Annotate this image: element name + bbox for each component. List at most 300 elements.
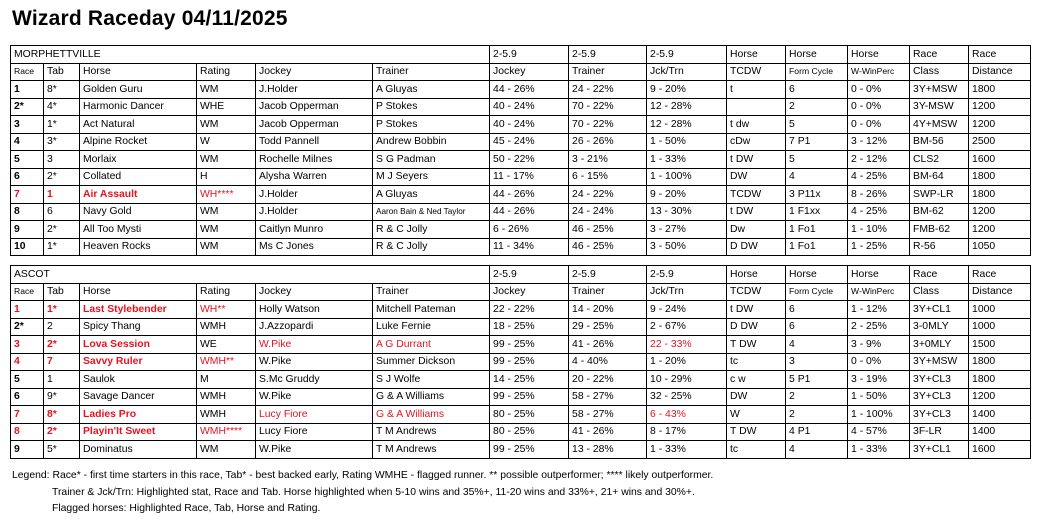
table-cell: A G Durrant — [373, 336, 490, 354]
table-cell: 2* — [11, 318, 44, 336]
table-row — [11, 81, 1031, 99]
column-header: W-WinPerc — [848, 63, 910, 81]
table-cell: t — [727, 81, 786, 99]
column-header: TCDW — [727, 283, 786, 301]
header-top-cell: 2-5.9 — [490, 266, 569, 284]
table-cell: t dw — [727, 116, 786, 134]
table-cell: W.Pike — [256, 353, 373, 371]
table-cell: 0 - 0% — [848, 98, 910, 116]
table-cell: 3Y+CL1 — [910, 301, 969, 319]
table-cell: 18 - 25% — [490, 318, 569, 336]
table-cell: BM-56 — [910, 133, 969, 151]
table-cell: WM — [197, 203, 256, 221]
table-cell: 24 - 22% — [569, 81, 647, 99]
table-cell: WM — [197, 116, 256, 134]
table-cell: 2 — [786, 388, 848, 406]
table-cell: 4* — [44, 98, 80, 116]
column-header: Jockey — [490, 283, 569, 301]
table-cell: WM — [197, 221, 256, 239]
table-cell: 3Y-MSW — [910, 98, 969, 116]
table-cell: 22 - 33% — [647, 336, 727, 354]
table-cell: Spicy Thang — [80, 318, 197, 336]
header-top-cell: Race — [910, 266, 969, 284]
table-row — [11, 301, 1031, 319]
table-cell: 3 — [11, 336, 44, 354]
table-cell: TCDW — [727, 186, 786, 204]
table-cell: 1 - 100% — [647, 168, 727, 186]
table-cell: 3 P11x — [786, 186, 848, 204]
column-header: Form Cycle — [786, 283, 848, 301]
table-cell: Mitchell Pateman — [373, 301, 490, 319]
venue-name: MORPHETTVILLE — [11, 46, 490, 64]
table-cell: 6 - 43% — [647, 406, 727, 424]
table-cell: 41 - 26% — [569, 423, 647, 441]
table-cell: G & A Williams — [373, 388, 490, 406]
table-cell: Ms C Jones — [256, 238, 373, 256]
venue-header-row — [11, 266, 1031, 284]
table-cell: 99 - 25% — [490, 441, 569, 459]
table-cell: 5 P1 — [786, 371, 848, 389]
table-cell: 1 - 33% — [848, 441, 910, 459]
table-cell: Jacob Opperman — [256, 116, 373, 134]
table-cell: 5 — [11, 151, 44, 169]
table-cell: 1200 — [969, 203, 1031, 221]
table-cell: Dominatus — [80, 441, 197, 459]
table-row — [11, 151, 1031, 169]
table-cell: 1400 — [969, 406, 1031, 424]
column-header: Class — [910, 63, 969, 81]
table-cell: Saulok — [80, 371, 197, 389]
table-cell: 6 — [11, 388, 44, 406]
table-cell: 1 F1xx — [786, 203, 848, 221]
table-cell: Lucy Fiore — [256, 406, 373, 424]
table-cell: 1 - 100% — [848, 406, 910, 424]
table-cell: S.Mc Gruddy — [256, 371, 373, 389]
table-cell: 4 — [786, 168, 848, 186]
table-cell: 3 - 21% — [569, 151, 647, 169]
table-cell: 1* — [44, 301, 80, 319]
table-cell: 3 - 50% — [647, 238, 727, 256]
table-cell: 3 - 12% — [848, 133, 910, 151]
table-cell: 0 - 0% — [848, 116, 910, 134]
table-cell: 2 - 67% — [647, 318, 727, 336]
table-cell: 70 - 22% — [569, 98, 647, 116]
table-row — [11, 441, 1031, 459]
table-row — [11, 133, 1031, 151]
table-cell: 5 — [786, 151, 848, 169]
column-header-row — [11, 283, 1031, 301]
table-cell: 2* — [44, 168, 80, 186]
table-cell: 10 — [11, 238, 44, 256]
table-cell: Aaron Bain & Ned Taylor — [373, 203, 490, 221]
table-cell: 1 - 33% — [647, 441, 727, 459]
table-cell: 9* — [44, 388, 80, 406]
table-cell: Harmonic Dancer — [80, 98, 197, 116]
table-cell: S J Wolfe — [373, 371, 490, 389]
table-cell: 1* — [44, 238, 80, 256]
table-cell: 2* — [44, 221, 80, 239]
table-cell: 12 - 28% — [647, 116, 727, 134]
table-cell: 3Y+CL3 — [910, 388, 969, 406]
table-cell: Luke Fernie — [373, 318, 490, 336]
table-cell: 58 - 27% — [569, 406, 647, 424]
table-cell: 4 — [11, 353, 44, 371]
table-cell: Savvy Ruler — [80, 353, 197, 371]
table-cell: 6 - 26% — [490, 221, 569, 239]
table-cell: D DW — [727, 238, 786, 256]
table-cell: WMH — [197, 388, 256, 406]
table-cell: 3+0MLY — [910, 336, 969, 354]
table-cell: 2* — [44, 336, 80, 354]
column-header-row — [11, 63, 1031, 81]
table-cell: 46 - 25% — [569, 238, 647, 256]
table-cell: 44 - 26% — [490, 186, 569, 204]
table-cell: J.Holder — [256, 186, 373, 204]
table-cell: 10 - 29% — [647, 371, 727, 389]
table-cell: 46 - 25% — [569, 221, 647, 239]
table-cell: 1 — [44, 186, 80, 204]
table-cell: 58 - 27% — [569, 388, 647, 406]
table-cell: 20 - 22% — [569, 371, 647, 389]
table-cell: 1800 — [969, 186, 1031, 204]
table-cell: Golden Guru — [80, 81, 197, 99]
table-cell: T DW — [727, 336, 786, 354]
table-cell: 26 - 26% — [569, 133, 647, 151]
table-cell: 1 - 10% — [848, 221, 910, 239]
table-cell: 4 P1 — [786, 423, 848, 441]
table-cell: W.Pike — [256, 336, 373, 354]
table-cell: tc — [727, 353, 786, 371]
meeting-table-morphettville — [10, 45, 1031, 256]
table-row — [11, 353, 1031, 371]
table-cell: R & C Jolly — [373, 221, 490, 239]
table-cell: 6 - 15% — [569, 168, 647, 186]
column-header: Jck/Trn — [647, 283, 727, 301]
table-cell: 80 - 25% — [490, 423, 569, 441]
table-cell: Collated — [80, 168, 197, 186]
table-cell: 11 - 34% — [490, 238, 569, 256]
table-cell: 6 — [44, 203, 80, 221]
table-cell: 1 Fo1 — [786, 238, 848, 256]
table-cell: WMH**** — [197, 423, 256, 441]
table-cell: 12 - 28% — [647, 98, 727, 116]
table-cell: 3 - 27% — [647, 221, 727, 239]
table-cell: 1200 — [969, 116, 1031, 134]
column-header: TCDW — [727, 63, 786, 81]
venue-name: ASCOT — [11, 266, 490, 284]
table-cell: All Too Mysti — [80, 221, 197, 239]
table-cell: 4 — [786, 336, 848, 354]
header-top-cell: Horse — [848, 46, 910, 64]
table-cell: A Gluyas — [373, 186, 490, 204]
table-cell: Navy Gold — [80, 203, 197, 221]
table-row — [11, 318, 1031, 336]
column-header: Form Cycle — [786, 63, 848, 81]
table-cell: Summer Dickson — [373, 353, 490, 371]
table-cell: Alpine Rocket — [80, 133, 197, 151]
table-cell: Playin'It Sweet — [80, 423, 197, 441]
table-cell: Holly Watson — [256, 301, 373, 319]
table-cell: 1 — [11, 301, 44, 319]
table-row — [11, 423, 1031, 441]
table-cell: 0 - 0% — [848, 81, 910, 99]
table-cell: 2* — [11, 98, 44, 116]
header-top-cell: Race — [910, 46, 969, 64]
table-cell: 1 - 50% — [848, 388, 910, 406]
table-cell: 9 - 24% — [647, 301, 727, 319]
table-cell: WE — [197, 336, 256, 354]
table-cell: 3Y+CL1 — [910, 441, 969, 459]
table-cell: 8 - 26% — [848, 186, 910, 204]
table-cell: 8* — [44, 81, 80, 99]
table-cell: Todd Pannell — [256, 133, 373, 151]
table-cell: 1600 — [969, 441, 1031, 459]
table-cell: T DW — [727, 423, 786, 441]
table-cell: Heaven Rocks — [80, 238, 197, 256]
table-cell: cDw — [727, 133, 786, 151]
page-title: Wizard Raceday 04/11/2025 — [12, 7, 288, 30]
table-cell: 9 — [11, 441, 44, 459]
table-row — [11, 221, 1031, 239]
table-cell: P Stokes — [373, 116, 490, 134]
table-cell: Alysha Warren — [256, 168, 373, 186]
table-cell: 9 - 20% — [647, 186, 727, 204]
header-top-cell: Horse — [786, 266, 848, 284]
column-header: Rating — [197, 63, 256, 81]
table-cell: M J Seyers — [373, 168, 490, 186]
column-header: Trainer — [569, 63, 647, 81]
table-cell: 40 - 24% — [490, 116, 569, 134]
table-row — [11, 336, 1031, 354]
table-cell: 6 — [786, 301, 848, 319]
table-cell: 5 — [786, 116, 848, 134]
table-cell: W — [727, 406, 786, 424]
table-row — [11, 371, 1031, 389]
table-cell: 3Y+MSW — [910, 353, 969, 371]
table-cell: T M Andrews — [373, 441, 490, 459]
venue-header-row — [11, 46, 1031, 64]
column-header: Jockey — [256, 63, 373, 81]
table-cell: 70 - 22% — [569, 116, 647, 134]
table-cell: D DW — [727, 318, 786, 336]
table-cell: 1 Fo1 — [786, 221, 848, 239]
table-cell: 4 — [11, 133, 44, 151]
table-cell: 3 - 19% — [848, 371, 910, 389]
table-cell: 3-0MLY — [910, 318, 969, 336]
table-cell: 14 - 20% — [569, 301, 647, 319]
table-cell: 1800 — [969, 168, 1031, 186]
table-cell: t DW — [727, 301, 786, 319]
table-cell: BM-64 — [910, 168, 969, 186]
legend-line-1: Legend: Race* - first time starters in this race, Tab* - best backed early, Rating WMHE - flagged runner. ** possible outperformer; **** likely outperformer. — [12, 470, 714, 481]
table-cell: DW — [727, 168, 786, 186]
table-cell: S G Padman — [373, 151, 490, 169]
table-cell: 8 — [11, 203, 44, 221]
table-cell: 1* — [44, 116, 80, 134]
table-cell: 99 - 25% — [490, 353, 569, 371]
column-header: Horse — [80, 63, 197, 81]
table-cell: 99 - 25% — [490, 388, 569, 406]
table-cell: 1 - 50% — [647, 133, 727, 151]
column-header: Race — [11, 283, 44, 301]
table-row — [11, 238, 1031, 256]
table-cell: DW — [727, 388, 786, 406]
table-cell: 9 — [11, 221, 44, 239]
table-cell: 2 — [786, 406, 848, 424]
table-cell: Lucy Fiore — [256, 423, 373, 441]
table-cell: 4 - 25% — [848, 168, 910, 186]
table-cell: T M Andrews — [373, 423, 490, 441]
table-cell: R & C Jolly — [373, 238, 490, 256]
table-cell: 3Y+CL3 — [910, 371, 969, 389]
column-header: Class — [910, 283, 969, 301]
table-cell: 29 - 25% — [569, 318, 647, 336]
column-header: Race — [11, 63, 44, 81]
table-cell: 3* — [44, 133, 80, 151]
table-cell: 1 — [44, 371, 80, 389]
table-cell: 1 - 25% — [848, 238, 910, 256]
table-cell: J.Azzopardi — [256, 318, 373, 336]
header-top-cell: Race — [969, 266, 1031, 284]
table-cell: WM — [197, 441, 256, 459]
table-cell: Air Assault — [80, 186, 197, 204]
table-cell: 9 - 20% — [647, 81, 727, 99]
table-row — [11, 203, 1031, 221]
table-cell: CLS2 — [910, 151, 969, 169]
meeting-table-ascot — [10, 265, 1031, 459]
table-cell: Lova Session — [80, 336, 197, 354]
table-cell: BM-62 — [910, 203, 969, 221]
table-cell: 2* — [44, 423, 80, 441]
table-cell: 50 - 22% — [490, 151, 569, 169]
table-cell: H — [197, 168, 256, 186]
table-cell: 3F-LR — [910, 423, 969, 441]
table-cell: WMH — [197, 318, 256, 336]
table-row — [11, 116, 1031, 134]
table-cell: M — [197, 371, 256, 389]
table-cell: 2 - 12% — [848, 151, 910, 169]
table-cell: W — [197, 133, 256, 151]
table-cell: 22 - 22% — [490, 301, 569, 319]
header-top-cell: 2-5.9 — [490, 46, 569, 64]
table-cell: Andrew Bobbin — [373, 133, 490, 151]
table-cell: 11 - 17% — [490, 168, 569, 186]
table-cell: 2 - 25% — [848, 318, 910, 336]
table-cell: 4 — [786, 441, 848, 459]
table-cell: 1000 — [969, 318, 1031, 336]
column-header: Distance — [969, 283, 1031, 301]
table-cell: 1800 — [969, 353, 1031, 371]
table-cell: FMB-62 — [910, 221, 969, 239]
table-cell: 4 - 40% — [569, 353, 647, 371]
table-cell: 24 - 22% — [569, 186, 647, 204]
header-top-cell: 2-5.9 — [647, 266, 727, 284]
table-cell: 44 - 26% — [490, 81, 569, 99]
table-cell: 7 — [44, 353, 80, 371]
table-cell: c w — [727, 371, 786, 389]
table-cell: 6 — [786, 81, 848, 99]
header-top-cell: Horse — [848, 266, 910, 284]
table-cell: Jacob Opperman — [256, 98, 373, 116]
table-cell: WM — [197, 81, 256, 99]
table-cell: 7 — [11, 406, 44, 424]
table-cell: 1600 — [969, 151, 1031, 169]
table-cell: 40 - 24% — [490, 98, 569, 116]
table-cell: 1200 — [969, 221, 1031, 239]
table-cell: R-56 — [910, 238, 969, 256]
table-cell: Ladies Pro — [80, 406, 197, 424]
table-cell: WH** — [197, 301, 256, 319]
table-cell: 1800 — [969, 81, 1031, 99]
table-cell: 3 — [11, 116, 44, 134]
table-cell: 99 - 25% — [490, 336, 569, 354]
table-row — [11, 186, 1031, 204]
header-top-cell: 2-5.9 — [647, 46, 727, 64]
table-cell: 2 — [44, 318, 80, 336]
table-cell: 1 - 12% — [848, 301, 910, 319]
table-cell: Caitlyn Munro — [256, 221, 373, 239]
table-row — [11, 168, 1031, 186]
table-cell: 1200 — [969, 388, 1031, 406]
table-cell: WMH** — [197, 353, 256, 371]
table-cell: 8 - 17% — [647, 423, 727, 441]
header-top-cell: Horse — [727, 46, 786, 64]
table-cell: 1 - 33% — [647, 151, 727, 169]
header-top-cell: Race — [969, 46, 1031, 64]
table-cell: WM — [197, 151, 256, 169]
table-cell: 14 - 25% — [490, 371, 569, 389]
table-cell: 3 — [786, 353, 848, 371]
table-cell: 1050 — [969, 238, 1031, 256]
table-cell: 1800 — [969, 371, 1031, 389]
header-top-cell: 2-5.9 — [569, 266, 647, 284]
column-header: Trainer — [569, 283, 647, 301]
table-cell: P Stokes — [373, 98, 490, 116]
table-cell: Savage Dancer — [80, 388, 197, 406]
table-cell: tc — [727, 441, 786, 459]
table-cell: W.Pike — [256, 441, 373, 459]
table-cell: 1400 — [969, 423, 1031, 441]
table-cell: Act Natural — [80, 116, 197, 134]
header-top-cell: Horse — [786, 46, 848, 64]
table-cell: 32 - 25% — [647, 388, 727, 406]
table-cell: 8 — [11, 423, 44, 441]
table-cell: 2500 — [969, 133, 1031, 151]
column-header: W-WinPerc — [848, 283, 910, 301]
table-cell: 3Y+CL3 — [910, 406, 969, 424]
table-cell: 5* — [44, 441, 80, 459]
table-cell: J.Holder — [256, 203, 373, 221]
column-header: Rating — [197, 283, 256, 301]
table-cell: 7 — [11, 186, 44, 204]
table-cell: 0 - 0% — [848, 353, 910, 371]
legend — [12, 468, 713, 518]
column-header: Jck/Trn — [647, 63, 727, 81]
table-cell: 4 - 57% — [848, 423, 910, 441]
column-header: Distance — [969, 63, 1031, 81]
table-cell: Dw — [727, 221, 786, 239]
table-cell: 5 — [11, 371, 44, 389]
table-cell: 7 P1 — [786, 133, 848, 151]
table-cell: A Gluyas — [373, 81, 490, 99]
column-header: Trainer — [373, 63, 490, 81]
table-cell: 45 - 24% — [490, 133, 569, 151]
column-header: Jockey — [490, 63, 569, 81]
table-cell: 13 - 30% — [647, 203, 727, 221]
table-cell: t DW — [727, 151, 786, 169]
table-cell: 3 — [44, 151, 80, 169]
table-cell: 24 - 24% — [569, 203, 647, 221]
